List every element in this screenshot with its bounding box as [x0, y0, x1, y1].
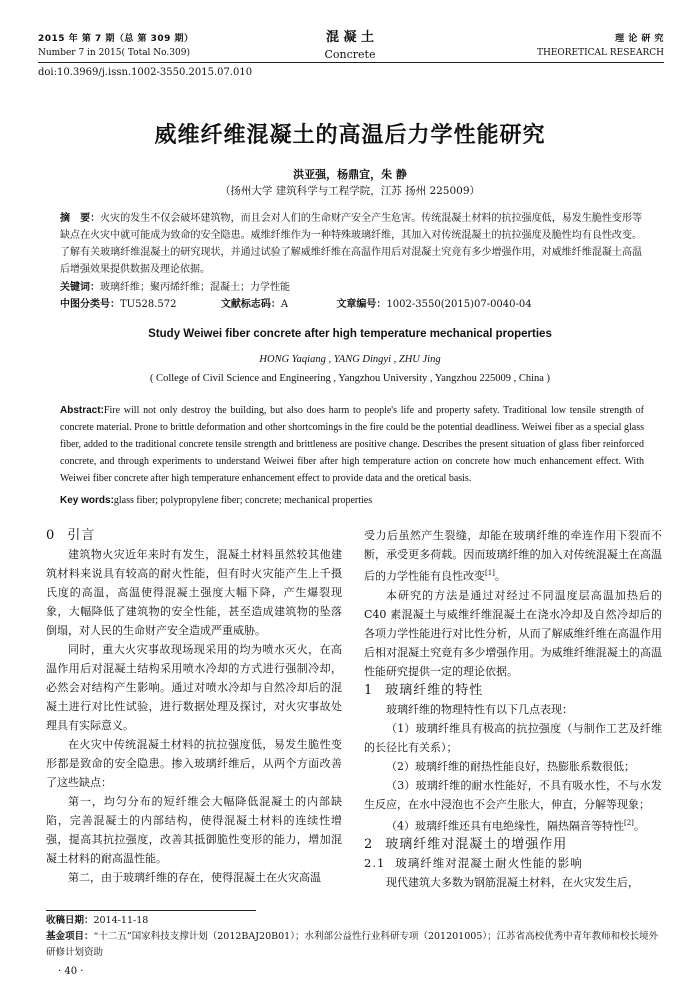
section-1-number: 1	[364, 682, 374, 698]
article-label: 文章编号：	[336, 299, 387, 310]
paragraph: 第一，均匀分布的短纤维会大幅降低混凝土的内部缺陷，完善混凝土的内部结构，使得混凝土材料的连续性增强，提高其抗拉强度，改善其抵御脆性变形的能力，增加混凝土材料的耐高温性能。	[46, 795, 342, 865]
left-column	[46, 526, 342, 887]
section-2-1-heading	[364, 854, 662, 873]
title-en: Study Weiwei fiber concrete after high temperature mechanical properties	[148, 328, 552, 340]
keywords-cn	[60, 279, 642, 296]
keywords-en-label: Key words:	[60, 495, 114, 506]
page-title: 威维纤维混凝土的高温后力学性能研究	[154, 123, 546, 148]
doc-value: A	[280, 299, 289, 310]
header-journal-cn: 混 凝 土	[325, 30, 375, 45]
section-2-heading	[364, 835, 662, 854]
section-0-title: 引言	[67, 528, 96, 543]
paragraph	[364, 526, 662, 586]
footnote-received	[46, 913, 662, 929]
footnote-rule	[46, 910, 256, 911]
list-item	[364, 814, 662, 836]
received-date: 2014-11-18	[93, 915, 149, 926]
section-1-heading	[364, 681, 662, 700]
header-journal-en: Concrete	[324, 48, 376, 61]
section-0-heading	[46, 526, 342, 545]
section-2-number: 2	[364, 837, 374, 853]
doc-label: 文献标志码：	[220, 299, 281, 310]
doi: doi:10.3969/j.issn.1002-3550.2015.07.010	[38, 67, 253, 78]
article-value: 1002-3550(2015)07-0040-04	[386, 299, 532, 310]
section-1-title: 玻璃纤维的特性	[385, 682, 484, 698]
paragraph: 玻璃纤维的物理特性有以下几点表现：	[386, 702, 573, 716]
paragraph: 本研究的方法是通过对经过不同温度层高温加热后的 C40 素混凝土与威维纤维混凝土在浇水冷却及自然冷却后的各项力学性能进行对比性分析，从而了解威维纤维在高温作用后相对混凝土究竟有多少增强作用。为威维纤维混凝土的高温性能研究提供一定的理论依据。	[364, 588, 662, 678]
paragraph-text: 受力后虽然产生裂缝，却能在玻璃纤维的牵连作用下裂而不断，承受更多荷载。因而玻璃纤维的加入对传统混凝土在高温后的力学性能有良性改变	[364, 529, 662, 583]
fund-text: “十二五”国家科技支撑计划（2012BAJ20B01）；水利部公益性行业科研专项（201201005）；江苏省高校优秀中青年教师和校长境外研修计划资助	[46, 931, 659, 958]
fund-label: 基金项目：	[46, 931, 94, 942]
clc-value: TU528.572	[120, 299, 177, 310]
paragraph: 同时，重大火灾事故现场现采用的均为喷水灭火，在高温作用后对混凝土结构采用喷水冷却的方式进行强制冷却，必然会对结构产生影响。通过对喷水冷却与自然冷却后的混凝土进行对比性试验，进行数据处理及探讨，对火灾事故处理具有实际意义。	[46, 643, 342, 732]
keywords-en	[60, 492, 644, 509]
page-number: · 40 ·	[58, 966, 84, 977]
received-label: 收稿日期：	[46, 915, 94, 926]
header-section-en: THEORETICAL RESEARCH	[536, 48, 664, 58]
abstract-cn-label: 摘 要：	[60, 213, 101, 224]
list-item-text: （4）玻璃纤维还具有电绝缘性，隔热隔音等特性	[386, 819, 624, 833]
list-item-end: 。	[633, 819, 645, 833]
header-issue-en: Number 7 in 2015( Total No.309)	[38, 48, 190, 58]
list-item: （1）玻璃纤维具有极高的抗拉强度（与制作工艺及纤维的长径比有关系）；	[364, 721, 662, 754]
abstract-en	[60, 402, 644, 487]
clc-label: 中图分类号：	[60, 299, 120, 310]
section-2-title: 玻璃纤维对混凝土的增强作用	[385, 837, 568, 853]
header-issue-cn: 2015 年 第 7 期（总 第 309 期）	[38, 34, 194, 44]
affiliation-cn: （扬州大学 建筑科学与工程学院，江苏 扬州 225009）	[219, 185, 481, 197]
paragraph: 建筑物火灾近年来时有发生，混凝土材料虽然较其他建筑材料来说具有较高的耐火性能，但有时火灾能产生上千摄氏度的高温，高温使得混凝土强度大幅下降，产生爆裂现象，大幅降低了建筑物的安全性能，甚至造成建筑物的坠落倒塌，对人民的生命财产安全造成严重威胁。	[46, 548, 342, 637]
citation: [1]	[485, 569, 495, 577]
classification-line	[60, 296, 660, 313]
abstract-cn	[60, 210, 642, 278]
paragraph: 在火灾中传统混凝土材料的抗拉强度低，易发生脆性变形都是致命的安全隐患。掺入玻璃纤维后，从两个方面改善了这些缺点：	[46, 738, 342, 789]
abstract-en-text: Fire will not only destroy the building, but also does harm to people's life and property safety. Traditional low tensile strength of concrete material. Prone to brittle deformation and other shortcomings in the fire could be the potential deadliness. Weiwei fiber as a special glass fiber, added to the traditional concrete tensile strength and brittleness are positive change. Describes the present situation of glass fiber reinforced concrete, and through experiments to understand Weiwei fiber after high temperature action on concrete how much enhancement effect. With Weiwei fiber concrete after high temperature enhancement effect to provide data and the oretical basis.	[60, 405, 644, 484]
list-item: （3）玻璃纤维的耐水性能好，不具有吸水性，不与水发生反应，在水中浸泡也不会产生胀大，伸直，分解等现象；	[364, 778, 662, 811]
section-0-number: 0	[46, 528, 56, 543]
paragraph: 现代建筑大多数为钢筋混凝土材料，在火灾发生后，	[386, 876, 639, 890]
authors-en: HONG Yaqiang , YANG Dingyi , ZHU Jing	[259, 354, 441, 365]
paragraph-end: 。	[494, 569, 506, 583]
citation: [2]	[624, 818, 634, 827]
keywords-en-text: glass fiber; polypropylene fiber; concrete; mechanical properties	[113, 495, 373, 506]
header-rule	[38, 62, 664, 63]
paragraph: 第二，由于玻璃纤维的存在，使得混凝土在火灾高温	[68, 871, 321, 884]
section-2-1-title: 玻璃纤维对混凝土耐火性能的影响	[395, 856, 583, 871]
authors-cn: 洪亚强，杨鼎宜，朱 静	[293, 168, 407, 181]
right-column	[364, 526, 662, 892]
list-item: （2）玻璃纤维的耐热性能良好，热膨胀系数很低；	[386, 759, 635, 773]
keywords-cn-label: 关键词：	[60, 282, 100, 293]
section-2-1-number: 2.1	[364, 856, 386, 871]
header-section-cn: 理 论 研 究	[615, 34, 664, 44]
footnote-fund	[46, 929, 662, 961]
affiliation-en: ( College of Civil Science and Engineering , Yangzhou University , Yangzhou 225009 , China )	[149, 373, 551, 384]
keywords-cn-text: 玻璃纤维；聚丙烯纤维；混凝土；力学性能	[100, 282, 290, 293]
abstract-cn-text: 火灾的发生不仅会破坏建筑物，而且会对人们的生命财产安全产生危害。传统混凝土材料的抗拉强度低，易发生脆性变形等缺点在火灾中就可能成为致命的安全隐患。威维纤维作为一种特殊玻璃纤维，其加入对传统混凝土的抗拉强度及脆性均有良性改变。了解有关玻璃纤维混凝土的研究现状，并通过试验了解威维纤维在高温作用后对混凝土究竟有多少增强作用，对威维纤维混凝土高温后增强效果提供数据及理论依据。	[60, 213, 642, 275]
abstract-en-label: Abstract:	[60, 405, 104, 416]
